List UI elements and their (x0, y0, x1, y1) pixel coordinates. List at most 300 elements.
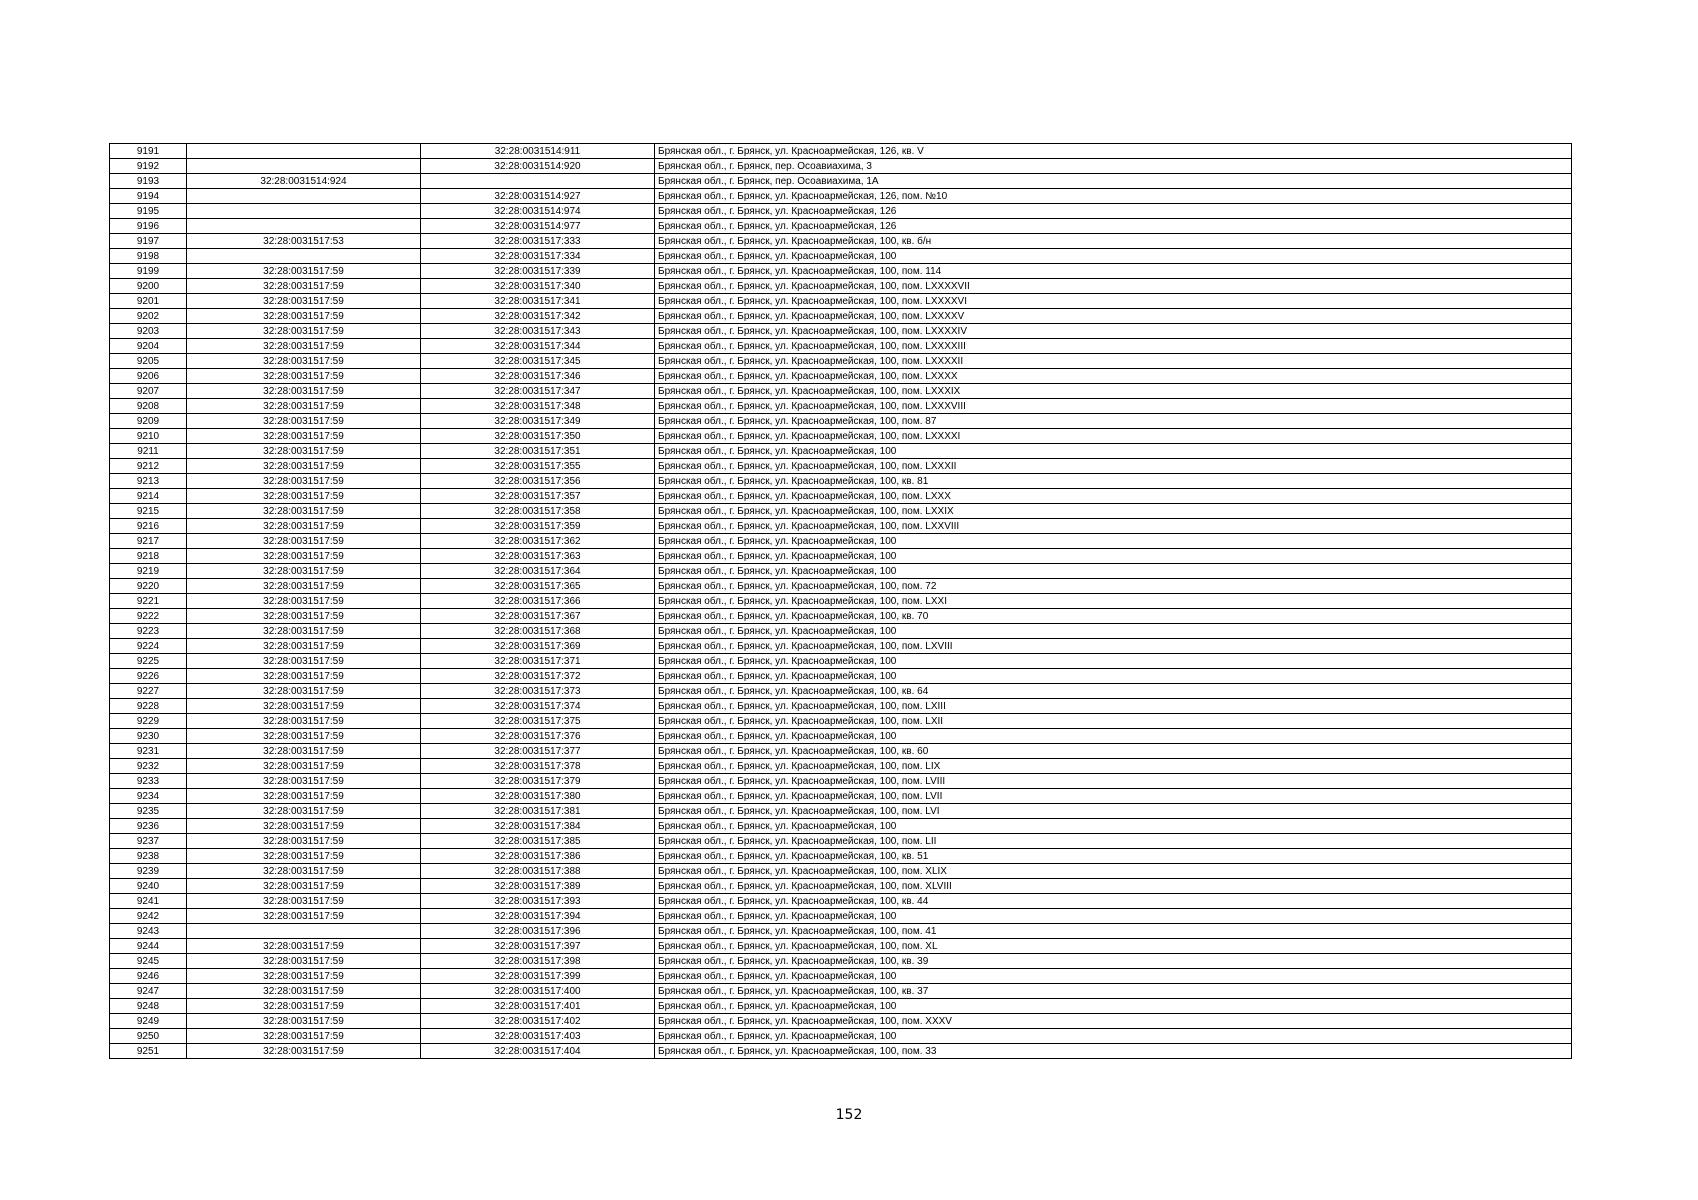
table-row (110, 174, 1572, 189)
address-cell: Брянская обл., г. Брянск, ул. Красноармейская, 100 (655, 969, 1572, 984)
address-cell: Брянская обл., г. Брянск, ул. Красноармейская, 100, пом. XLVIII (655, 879, 1572, 894)
cadastral-number-cell: 32:28:0031517:377 (421, 744, 655, 759)
table-row (110, 639, 1572, 654)
address-cell: Брянская обл., г. Брянск, ул. Красноармейская, 100 (655, 729, 1572, 744)
parent-cadastral-number-cell: 32:28:0031517:59 (187, 324, 421, 339)
cadastral-number-cell: 32:28:0031517:366 (421, 594, 655, 609)
parent-cadastral-number-cell: 32:28:0031517:59 (187, 909, 421, 924)
cadastral-number-cell: 32:28:0031517:365 (421, 579, 655, 594)
row-number-cell: 9217 (110, 534, 187, 549)
table-row (110, 759, 1572, 774)
address-cell: Брянская обл., г. Брянск, ул. Красноармейская, 126, кв. V (655, 144, 1572, 159)
address-cell: Брянская обл., г. Брянск, ул. Красноармейская, 100, кв. 51 (655, 849, 1572, 864)
table-row (110, 384, 1572, 399)
table-row (110, 819, 1572, 834)
address-cell: Брянская обл., г. Брянск, ул. Красноармейская, 126, пом. №10 (655, 189, 1572, 204)
table-row (110, 879, 1572, 894)
table-row (110, 789, 1572, 804)
cadastral-number-cell: 32:28:0031517:396 (421, 924, 655, 939)
table-row (110, 954, 1572, 969)
parent-cadastral-number-cell: 32:28:0031517:59 (187, 969, 421, 984)
parent-cadastral-number-cell: 32:28:0031517:59 (187, 1044, 421, 1059)
row-number-cell: 9228 (110, 699, 187, 714)
table-row (110, 714, 1572, 729)
table-row (110, 459, 1572, 474)
row-number-cell: 9211 (110, 444, 187, 459)
row-number-cell: 9247 (110, 984, 187, 999)
cadastral-number-cell: 32:28:0031517:351 (421, 444, 655, 459)
cadastral-number-cell: 32:28:0031514:927 (421, 189, 655, 204)
address-cell: Брянская обл., г. Брянск, ул. Красноармейская, 100, пом. LXXXX (655, 369, 1572, 384)
row-number-cell: 9248 (110, 999, 187, 1014)
address-cell: Брянская обл., г. Брянск, ул. Красноармейская, 100, пом. XXXV (655, 1014, 1572, 1029)
parent-cadastral-number-cell: 32:28:0031517:59 (187, 489, 421, 504)
row-number-cell: 9250 (110, 1029, 187, 1044)
cadastral-number-cell: 32:28:0031517:386 (421, 849, 655, 864)
row-number-cell: 9246 (110, 969, 187, 984)
row-number-cell: 9204 (110, 339, 187, 354)
row-number-cell: 9200 (110, 279, 187, 294)
address-cell: Брянская обл., г. Брянск, ул. Красноармейская, 100 (655, 1029, 1572, 1044)
row-number-cell: 9225 (110, 654, 187, 669)
row-number-cell: 9192 (110, 159, 187, 174)
row-number-cell: 9224 (110, 639, 187, 654)
parent-cadastral-number-cell: 32:28:0031517:59 (187, 474, 421, 489)
row-number-cell: 9213 (110, 474, 187, 489)
row-number-cell: 9206 (110, 369, 187, 384)
address-cell: Брянская обл., г. Брянск, ул. Красноармейская, 100, пом. LVIII (655, 774, 1572, 789)
parent-cadastral-number-cell: 32:28:0031517:59 (187, 624, 421, 639)
cadastral-number-cell: 32:28:0031517:348 (421, 399, 655, 414)
address-cell: Брянская обл., г. Брянск, ул. Красноармейская, 100, кв. 81 (655, 474, 1572, 489)
parent-cadastral-number-cell (187, 219, 421, 234)
address-cell: Брянская обл., г. Брянск, ул. Красноармейская, 100, пом. LXII (655, 714, 1572, 729)
address-cell: Брянская обл., г. Брянск, ул. Красноармейская, 100, кв. 39 (655, 954, 1572, 969)
cadastral-number-cell: 32:28:0031517:385 (421, 834, 655, 849)
cadastral-number-cell: 32:28:0031517:378 (421, 759, 655, 774)
cadastral-number-cell: 32:28:0031517:359 (421, 519, 655, 534)
table-row (110, 474, 1572, 489)
row-number-cell: 9233 (110, 774, 187, 789)
cadastral-number-cell: 32:28:0031517:358 (421, 504, 655, 519)
row-number-cell: 9193 (110, 174, 187, 189)
table-row (110, 774, 1572, 789)
cadastral-number-cell: 32:28:0031517:343 (421, 324, 655, 339)
parent-cadastral-number-cell: 32:28:0031517:59 (187, 309, 421, 324)
cadastral-number-cell: 32:28:0031517:340 (421, 279, 655, 294)
cadastral-number-cell: 32:28:0031517:333 (421, 234, 655, 249)
cadastral-number-cell: 32:28:0031517:389 (421, 879, 655, 894)
cadastral-number-cell: 32:28:0031517:346 (421, 369, 655, 384)
row-number-cell: 9219 (110, 564, 187, 579)
address-cell: Брянская обл., г. Брянск, ул. Красноармейская, 100 (655, 564, 1572, 579)
row-number-cell: 9245 (110, 954, 187, 969)
table-row (110, 354, 1572, 369)
cadastral-number-cell: 32:28:0031517:349 (421, 414, 655, 429)
parent-cadastral-number-cell: 32:28:0031517:59 (187, 369, 421, 384)
cadastral-number-cell: 32:28:0031517:372 (421, 669, 655, 684)
cadastral-number-cell: 32:28:0031514:911 (421, 144, 655, 159)
address-cell: Брянская обл., г. Брянск, ул. Красноармейская, 100 (655, 549, 1572, 564)
parent-cadastral-number-cell: 32:28:0031517:59 (187, 684, 421, 699)
row-number-cell: 9207 (110, 384, 187, 399)
cadastral-number-cell: 32:28:0031517:344 (421, 339, 655, 354)
parent-cadastral-number-cell: 32:28:0031517:59 (187, 429, 421, 444)
parent-cadastral-number-cell: 32:28:0031517:59 (187, 609, 421, 624)
table-row (110, 999, 1572, 1014)
parent-cadastral-number-cell: 32:28:0031517:59 (187, 534, 421, 549)
row-number-cell: 9203 (110, 324, 187, 339)
parent-cadastral-number-cell: 32:28:0031517:59 (187, 894, 421, 909)
cadastral-number-cell: 32:28:0031517:362 (421, 534, 655, 549)
table-row (110, 159, 1572, 174)
parent-cadastral-number-cell: 32:28:0031517:59 (187, 939, 421, 954)
row-number-cell: 9215 (110, 504, 187, 519)
parent-cadastral-number-cell: 32:28:0031517:59 (187, 774, 421, 789)
row-number-cell: 9227 (110, 684, 187, 699)
address-cell: Брянская обл., г. Брянск, ул. Красноармейская, 100, кв. 60 (655, 744, 1572, 759)
cadastral-number-cell: 32:28:0031517:374 (421, 699, 655, 714)
address-cell: Брянская обл., г. Брянск, ул. Красноармейская, 100, пом. 72 (655, 579, 1572, 594)
address-cell: Брянская обл., г. Брянск, ул. Красноармейская, 100 (655, 249, 1572, 264)
parent-cadastral-number-cell: 32:28:0031517:59 (187, 264, 421, 279)
table-row (110, 924, 1572, 939)
address-cell: Брянская обл., г. Брянск, ул. Красноармейская, 100 (655, 444, 1572, 459)
cadastral-number-cell: 32:28:0031517:399 (421, 969, 655, 984)
parent-cadastral-number-cell: 32:28:0031517:59 (187, 459, 421, 474)
parent-cadastral-number-cell: 32:28:0031517:59 (187, 384, 421, 399)
cadastral-number-cell: 32:28:0031517:384 (421, 819, 655, 834)
table-row (110, 564, 1572, 579)
address-cell: Брянская обл., г. Брянск, ул. Красноармейская, 100, пом. LXVIII (655, 639, 1572, 654)
address-cell: Брянская обл., г. Брянск, ул. Красноармейская, 100, пом. LXXXXVI (655, 294, 1572, 309)
parent-cadastral-number-cell: 32:28:0031517:59 (187, 954, 421, 969)
address-cell: Брянская обл., г. Брянск, ул. Красноармейская, 100, пом. LXIII (655, 699, 1572, 714)
parent-cadastral-number-cell: 32:28:0031517:59 (187, 879, 421, 894)
parent-cadastral-number-cell: 32:28:0031517:59 (187, 594, 421, 609)
row-number-cell: 9208 (110, 399, 187, 414)
address-cell: Брянская обл., г. Брянск, ул. Красноармейская, 100, пом. LXXXXIII (655, 339, 1572, 354)
table-row (110, 1014, 1572, 1029)
table-row (110, 369, 1572, 384)
table-row (110, 579, 1572, 594)
parent-cadastral-number-cell (187, 249, 421, 264)
address-cell: Брянская обл., г. Брянск, ул. Красноармейская, 100, пом. LVII (655, 789, 1572, 804)
row-number-cell: 9216 (110, 519, 187, 534)
cadastral-number-cell: 32:28:0031517:342 (421, 309, 655, 324)
address-cell: Брянская обл., г. Брянск, ул. Красноармейская, 100, кв. 37 (655, 984, 1572, 999)
parent-cadastral-number-cell: 32:28:0031517:59 (187, 1029, 421, 1044)
parent-cadastral-number-cell (187, 924, 421, 939)
address-cell: Брянская обл., г. Брянск, ул. Красноармейская, 100, пом. LXXXXV (655, 309, 1572, 324)
address-cell: Брянская обл., г. Брянск, ул. Красноармейская, 100 (655, 669, 1572, 684)
address-cell: Брянская обл., г. Брянск, ул. Красноармейская, 126 (655, 219, 1572, 234)
cadastral-number-cell (421, 174, 655, 189)
address-cell: Брянская обл., г. Брянск, ул. Красноармейская, 100, пом. LXXVIII (655, 519, 1572, 534)
table-row (110, 654, 1572, 669)
parent-cadastral-number-cell: 32:28:0031517:59 (187, 354, 421, 369)
cadastral-number-cell: 32:28:0031517:357 (421, 489, 655, 504)
table-row (110, 894, 1572, 909)
parent-cadastral-number-cell: 32:28:0031517:59 (187, 699, 421, 714)
row-number-cell: 9232 (110, 759, 187, 774)
table-row (110, 309, 1572, 324)
cadastral-number-cell: 32:28:0031517:398 (421, 954, 655, 969)
cadastral-number-cell: 32:28:0031517:334 (421, 249, 655, 264)
parent-cadastral-number-cell: 32:28:0031517:59 (187, 759, 421, 774)
cadastral-number-cell: 32:28:0031517:394 (421, 909, 655, 924)
cadastral-number-cell: 32:28:0031517:363 (421, 549, 655, 564)
parent-cadastral-number-cell: 32:28:0031517:59 (187, 279, 421, 294)
row-number-cell: 9249 (110, 1014, 187, 1029)
row-number-cell: 9205 (110, 354, 187, 369)
row-number-cell: 9194 (110, 189, 187, 204)
cadastral-number-cell: 32:28:0031517:376 (421, 729, 655, 744)
cadastral-number-cell: 32:28:0031517:375 (421, 714, 655, 729)
row-number-cell: 9244 (110, 939, 187, 954)
parent-cadastral-number-cell: 32:28:0031517:59 (187, 729, 421, 744)
table-row (110, 219, 1572, 234)
table-row (110, 699, 1572, 714)
parent-cadastral-number-cell: 32:28:0031517:59 (187, 744, 421, 759)
cadastral-number-cell: 32:28:0031514:974 (421, 204, 655, 219)
row-number-cell: 9220 (110, 579, 187, 594)
row-number-cell: 9231 (110, 744, 187, 759)
row-number-cell: 9230 (110, 729, 187, 744)
table-row (110, 234, 1572, 249)
cadastral-number-cell: 32:28:0031517:355 (421, 459, 655, 474)
parent-cadastral-number-cell: 32:28:0031517:59 (187, 1014, 421, 1029)
parent-cadastral-number-cell: 32:28:0031517:59 (187, 339, 421, 354)
row-number-cell: 9201 (110, 294, 187, 309)
parent-cadastral-number-cell: 32:28:0031517:59 (187, 819, 421, 834)
parent-cadastral-number-cell: 32:28:0031517:59 (187, 549, 421, 564)
table-row (110, 249, 1572, 264)
table-row (110, 279, 1572, 294)
table-row (110, 294, 1572, 309)
table-row (110, 594, 1572, 609)
table-row (110, 1044, 1572, 1059)
address-cell: Брянская обл., г. Брянск, ул. Красноармейская, 100, пом. LXXIX (655, 504, 1572, 519)
table-row (110, 264, 1572, 279)
parent-cadastral-number-cell: 32:28:0031517:59 (187, 669, 421, 684)
cadastral-number-cell: 32:28:0031517:364 (421, 564, 655, 579)
table-row (110, 1029, 1572, 1044)
parent-cadastral-number-cell (187, 159, 421, 174)
cadastral-number-cell: 32:28:0031517:401 (421, 999, 655, 1014)
table-row (110, 684, 1572, 699)
cadastral-number-cell: 32:28:0031514:977 (421, 219, 655, 234)
parent-cadastral-number-cell: 32:28:0031517:59 (187, 564, 421, 579)
address-cell: Брянская обл., г. Брянск, ул. Красноармейская, 100, пом. 33 (655, 1044, 1572, 1059)
row-number-cell: 9229 (110, 714, 187, 729)
row-number-cell: 9222 (110, 609, 187, 624)
row-number-cell: 9202 (110, 309, 187, 324)
parent-cadastral-number-cell: 32:28:0031517:59 (187, 984, 421, 999)
address-cell: Брянская обл., г. Брянск, ул. Красноармейская, 100, кв. 64 (655, 684, 1572, 699)
parent-cadastral-number-cell: 32:28:0031517:59 (187, 294, 421, 309)
cadastral-number-cell: 32:28:0031517:369 (421, 639, 655, 654)
cadastral-number-cell: 32:28:0031517:371 (421, 654, 655, 669)
address-cell: Брянская обл., г. Брянск, ул. Красноармейская, 100, пом. LXXX (655, 489, 1572, 504)
table-row (110, 444, 1572, 459)
address-cell: Брянская обл., г. Брянск, ул. Красноармейская, 100, пом. 41 (655, 924, 1572, 939)
table-row (110, 939, 1572, 954)
parent-cadastral-number-cell: 32:28:0031517:59 (187, 399, 421, 414)
row-number-cell: 9209 (110, 414, 187, 429)
parent-cadastral-number-cell: 32:28:0031517:59 (187, 579, 421, 594)
table-row (110, 534, 1572, 549)
address-cell: Брянская обл., г. Брянск, ул. Красноармейская, 100, пом. 87 (655, 414, 1572, 429)
parent-cadastral-number-cell (187, 189, 421, 204)
row-number-cell: 9238 (110, 849, 187, 864)
address-cell: Брянская обл., г. Брянск, ул. Красноармейская, 100, пом. LII (655, 834, 1572, 849)
table-row (110, 204, 1572, 219)
address-cell: Брянская обл., г. Брянск, ул. Красноармейская, 100, пом. LVI (655, 804, 1572, 819)
row-number-cell: 9198 (110, 249, 187, 264)
row-number-cell: 9199 (110, 264, 187, 279)
cadastral-number-cell: 32:28:0031517:388 (421, 864, 655, 879)
row-number-cell: 9242 (110, 909, 187, 924)
row-number-cell: 9223 (110, 624, 187, 639)
cadastral-number-cell: 32:28:0031517:339 (421, 264, 655, 279)
table-row (110, 849, 1572, 864)
parent-cadastral-number-cell: 32:28:0031517:59 (187, 999, 421, 1014)
table-row (110, 804, 1572, 819)
address-cell: Брянская обл., г. Брянск, ул. Красноармейская, 100, пом. LXXXIX (655, 384, 1572, 399)
table-row (110, 324, 1572, 339)
row-number-cell: 9240 (110, 879, 187, 894)
table-row (110, 909, 1572, 924)
cadastral-number-cell: 32:28:0031517:341 (421, 294, 655, 309)
address-cell: Брянская обл., г. Брянск, ул. Красноармейская, 100, пом. LXXXXI (655, 429, 1572, 444)
row-number-cell: 9197 (110, 234, 187, 249)
address-cell: Брянская обл., г. Брянск, пер. Осоавиахима, 1А (655, 174, 1572, 189)
registry-table (109, 143, 1572, 1059)
parent-cadastral-number-cell (187, 144, 421, 159)
row-number-cell: 9243 (110, 924, 187, 939)
table-row (110, 744, 1572, 759)
address-cell: Брянская обл., г. Брянск, ул. Красноармейская, 100 (655, 534, 1572, 549)
parent-cadastral-number-cell: 32:28:0031517:53 (187, 234, 421, 249)
cadastral-number-cell: 32:28:0031514:920 (421, 159, 655, 174)
parent-cadastral-number-cell: 32:28:0031517:59 (187, 834, 421, 849)
row-number-cell: 9196 (110, 219, 187, 234)
row-number-cell: 9251 (110, 1044, 187, 1059)
cadastral-number-cell: 32:28:0031517:345 (421, 354, 655, 369)
table-body (110, 144, 1572, 1059)
table-row (110, 624, 1572, 639)
cadastral-number-cell: 32:28:0031517:368 (421, 624, 655, 639)
row-number-cell: 9218 (110, 549, 187, 564)
parent-cadastral-number-cell: 32:28:0031514:924 (187, 174, 421, 189)
row-number-cell: 9214 (110, 489, 187, 504)
address-cell: Брянская обл., г. Брянск, ул. Красноармейская, 100, пом. LXXXXIV (655, 324, 1572, 339)
cadastral-number-cell: 32:28:0031517:356 (421, 474, 655, 489)
cadastral-number-cell: 32:28:0031517:380 (421, 789, 655, 804)
table-row (110, 549, 1572, 564)
parent-cadastral-number-cell: 32:28:0031517:59 (187, 714, 421, 729)
parent-cadastral-number-cell (187, 204, 421, 219)
parent-cadastral-number-cell: 32:28:0031517:59 (187, 504, 421, 519)
address-cell: Брянская обл., г. Брянск, ул. Красноармейская, 100, пом. LXXI (655, 594, 1572, 609)
row-number-cell: 9241 (110, 894, 187, 909)
cadastral-number-cell: 32:28:0031517:402 (421, 1014, 655, 1029)
cadastral-number-cell: 32:28:0031517:350 (421, 429, 655, 444)
address-cell: Брянская обл., г. Брянск, ул. Красноармейская, 100, кв. б/н (655, 234, 1572, 249)
cadastral-number-cell: 32:28:0031517:379 (421, 774, 655, 789)
address-cell: Брянская обл., г. Брянск, ул. Красноармейская, 100, пом. LXXXXVII (655, 279, 1572, 294)
table-row (110, 984, 1572, 999)
table-row (110, 144, 1572, 159)
table-row (110, 729, 1572, 744)
row-number-cell: 9210 (110, 429, 187, 444)
table-row (110, 504, 1572, 519)
cadastral-number-cell: 32:28:0031517:404 (421, 1044, 655, 1059)
row-number-cell: 9234 (110, 789, 187, 804)
parent-cadastral-number-cell: 32:28:0031517:59 (187, 789, 421, 804)
parent-cadastral-number-cell: 32:28:0031517:59 (187, 804, 421, 819)
address-cell: Брянская обл., г. Брянск, ул. Красноармейская, 100, пом. XL (655, 939, 1572, 954)
address-cell: Брянская обл., г. Брянск, ул. Красноармейская, 100 (655, 999, 1572, 1014)
address-cell: Брянская обл., г. Брянск, ул. Красноармейская, 100, пом. 114 (655, 264, 1572, 279)
table-row (110, 669, 1572, 684)
table-row (110, 189, 1572, 204)
parent-cadastral-number-cell: 32:28:0031517:59 (187, 849, 421, 864)
address-cell: Брянская обл., г. Брянск, ул. Красноармейская, 126 (655, 204, 1572, 219)
address-cell: Брянская обл., г. Брянск, ул. Красноармейская, 100, пом. LXXXXII (655, 354, 1572, 369)
row-number-cell: 9237 (110, 834, 187, 849)
parent-cadastral-number-cell: 32:28:0031517:59 (187, 864, 421, 879)
parent-cadastral-number-cell: 32:28:0031517:59 (187, 639, 421, 654)
cadastral-number-cell: 32:28:0031517:373 (421, 684, 655, 699)
address-cell: Брянская обл., г. Брянск, ул. Красноармейская, 100 (655, 624, 1572, 639)
parent-cadastral-number-cell: 32:28:0031517:59 (187, 654, 421, 669)
row-number-cell: 9239 (110, 864, 187, 879)
cadastral-number-cell: 32:28:0031517:347 (421, 384, 655, 399)
address-cell: Брянская обл., г. Брянск, ул. Красноармейская, 100, пом. LXXXVIII (655, 399, 1572, 414)
row-number-cell: 9212 (110, 459, 187, 474)
cadastral-number-cell: 32:28:0031517:367 (421, 609, 655, 624)
table-row (110, 414, 1572, 429)
cadastral-number-cell: 32:28:0031517:381 (421, 804, 655, 819)
row-number-cell: 9221 (110, 594, 187, 609)
row-number-cell: 9191 (110, 144, 187, 159)
address-cell: Брянская обл., г. Брянск, ул. Красноармейская, 100, кв. 70 (655, 609, 1572, 624)
address-cell: Брянская обл., г. Брянск, ул. Красноармейская, 100, пом. LIX (655, 759, 1572, 774)
table-row (110, 519, 1572, 534)
address-cell: Брянская обл., г. Брянск, пер. Осоавиахима, 3 (655, 159, 1572, 174)
cadastral-number-cell: 32:28:0031517:397 (421, 939, 655, 954)
row-number-cell: 9195 (110, 204, 187, 219)
page-number: 152 (835, 1107, 863, 1123)
parent-cadastral-number-cell: 32:28:0031517:59 (187, 519, 421, 534)
cadastral-number-cell: 32:28:0031517:393 (421, 894, 655, 909)
row-number-cell: 9226 (110, 669, 187, 684)
table-row (110, 339, 1572, 354)
address-cell: Брянская обл., г. Брянск, ул. Красноармейская, 100, кв. 44 (655, 894, 1572, 909)
table-row (110, 609, 1572, 624)
table-row (110, 969, 1572, 984)
table-row (110, 864, 1572, 879)
address-cell: Брянская обл., г. Брянск, ул. Красноармейская, 100, пом. XLIX (655, 864, 1572, 879)
table-row (110, 429, 1572, 444)
address-cell: Брянская обл., г. Брянск, ул. Красноармейская, 100, пом. LXXXII (655, 459, 1572, 474)
row-number-cell: 9236 (110, 819, 187, 834)
parent-cadastral-number-cell: 32:28:0031517:59 (187, 444, 421, 459)
row-number-cell: 9235 (110, 804, 187, 819)
table-row (110, 834, 1572, 849)
